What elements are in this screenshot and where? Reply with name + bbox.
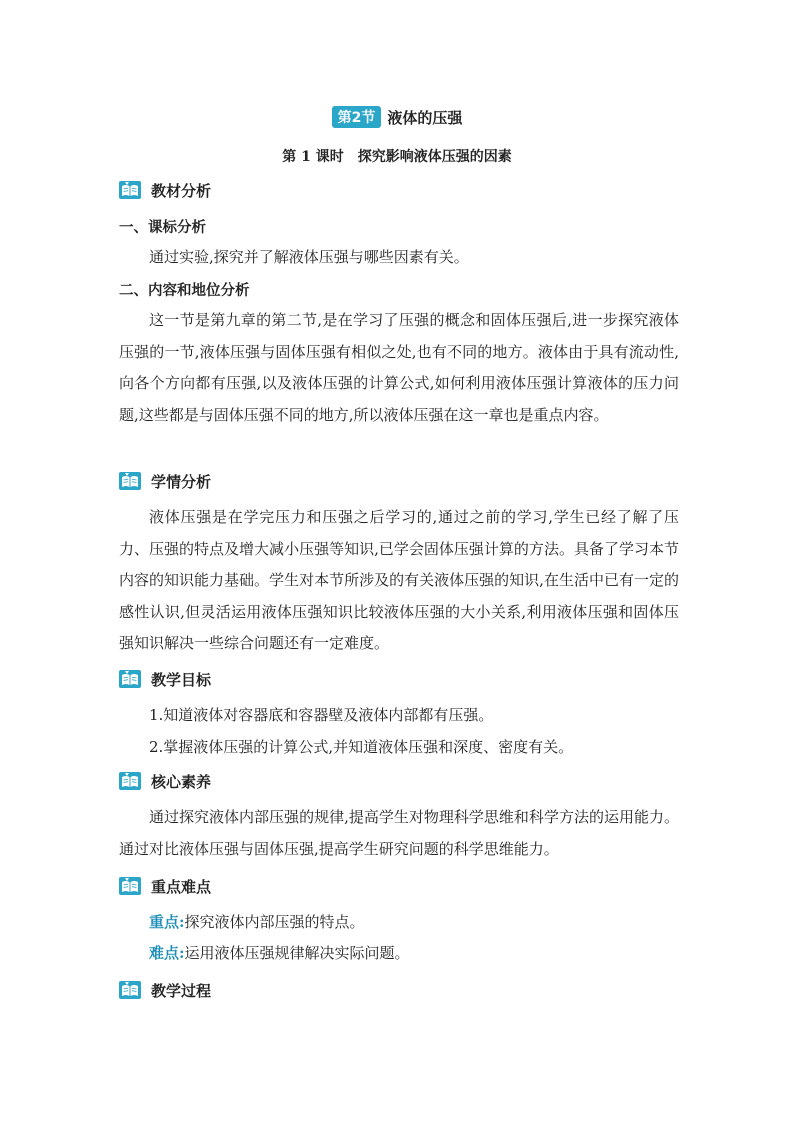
section-material-analysis: [119, 179, 211, 201]
section-learning-analysis: [119, 470, 211, 492]
learning-paragraph: 液体压强是在学完压力和压强之后学习的,通过之前的学习,学生已经了解了压力、压强的特点及增大减小压强等知识,已学会固体压强计算的方法。具备了学习本节内容的知识能力基础。学生对本节所涉及的有关液体压强的知识,在生活中已有一定的感性认识,但灵活运用液体压强知识比较液体压强的大小关系,利用液体压强和固体压强知识解决一些综合问题还有一定难度。: [119, 508, 679, 653]
section-objectives: [119, 668, 211, 690]
lesson-name: 探究影响液体压强的因素: [357, 149, 512, 165]
chapter-badge: 第2节: [332, 106, 382, 128]
key-point-line: [149, 911, 365, 932]
section-key-points: [119, 875, 211, 897]
open-book-icon: [119, 981, 141, 999]
objective-item-1: 1.知道液体对容器底和容器壁及液体内部都有压强。: [149, 706, 494, 724]
section-literacy: [119, 770, 211, 792]
difficult-label: 难点:: [149, 944, 185, 962]
open-book-icon: [119, 877, 141, 895]
chapter-title: 液体的压强: [387, 109, 463, 127]
content-paragraph: 这一节是第九章的第二节,是在学习了压强的概念和固体压强后,进一步探究液体压强的一节,液体压强与固体压强有相似之处,也有不同的地方。液体由于具有流动性,向各个方向都有压强,以及液体压强的计算公式,如何利用液体压强计算液体的压力问题,这些都是与固体压强不同的地方,所以液体压强在这一章也是重点内容。: [119, 311, 679, 424]
chapter-heading: [0, 106, 794, 128]
curriculum-paragraph: 通过实验,探究并了解液体压强与哪些因素有关。: [149, 248, 469, 266]
open-book-icon: [119, 772, 141, 790]
section-process: [119, 979, 211, 1001]
section-title: 重点难点: [151, 877, 212, 896]
objective-item-2: 2.掌握液体压强的计算公式,并知道液体压强和深度、密度有关。: [149, 738, 574, 756]
key-text: 探究液体内部压强的特点。: [184, 913, 365, 931]
open-book-icon: [119, 670, 141, 688]
key-label: 重点:: [149, 913, 185, 931]
section-title: 教学过程: [151, 981, 212, 1000]
section-title: 学情分析: [151, 472, 212, 491]
section-title: 教学目标: [151, 670, 212, 689]
open-book-icon: [119, 181, 141, 199]
lesson-title: [0, 146, 794, 166]
section-title: 教材分析: [151, 181, 212, 200]
content-heading: 二、内容和地位分析: [119, 282, 250, 299]
difficult-text: 运用液体压强规律解决实际问题。: [184, 944, 410, 962]
open-book-icon: [119, 472, 141, 490]
lesson-number: 第 1 课时: [282, 149, 344, 165]
literacy-paragraph: 通过探究液体内部压强的规律,提高学生对物理科学思维和科学方法的运用能力。通过对比液体压强与固体压强,提高学生研究问题的科学思维能力。: [119, 808, 679, 858]
difficult-point-line: [149, 942, 410, 963]
curriculum-heading: 一、课标分析: [119, 219, 206, 236]
section-title: 核心素养: [151, 772, 212, 791]
